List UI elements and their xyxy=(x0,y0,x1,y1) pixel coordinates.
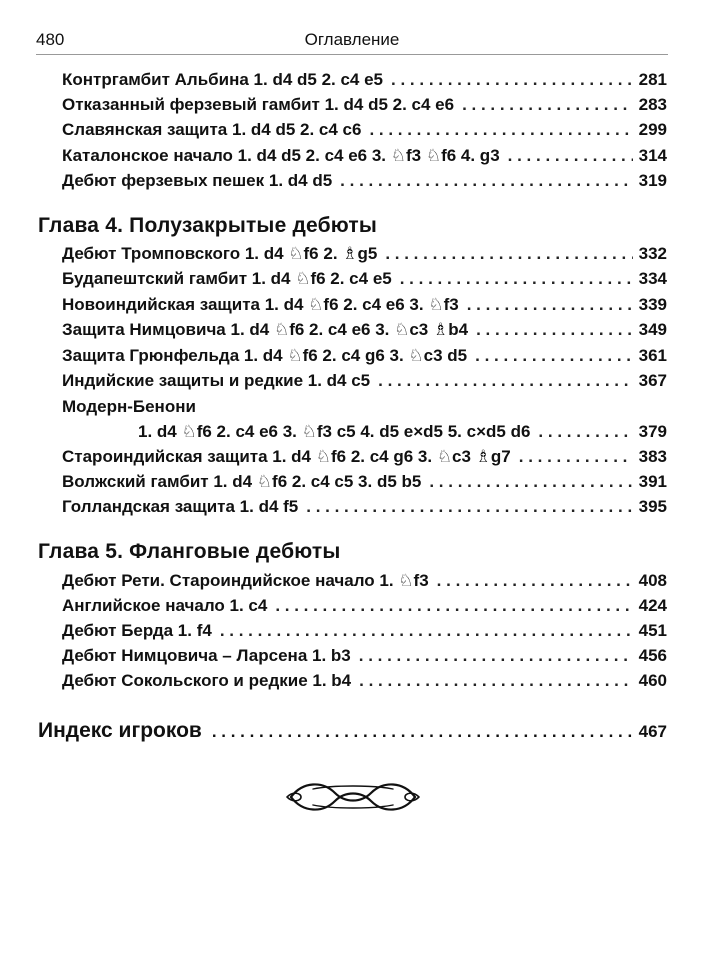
entry-page: 460 xyxy=(638,671,667,690)
dot-leader xyxy=(475,346,632,366)
dot-leader xyxy=(385,244,632,264)
entry-page: 383 xyxy=(638,447,667,466)
entry-title-modern-benoni[interactable]: Модерн-Бенони xyxy=(62,397,196,416)
entry-title: Индийские защиты и редкие 1. d4 c5 xyxy=(62,371,371,390)
toc-entry-player-index[interactable] xyxy=(38,719,667,747)
entry-page: 319 xyxy=(638,171,667,190)
dot-leader xyxy=(359,671,633,691)
dot-leader xyxy=(429,472,632,492)
toc-entry[interactable] xyxy=(62,571,667,595)
entry-title: Индекс игроков xyxy=(38,719,202,742)
entry-page: 408 xyxy=(638,571,667,590)
toc-entry[interactable] xyxy=(62,621,667,645)
entry-page: 339 xyxy=(638,295,667,314)
entry-title: Будапештский гамбит 1. d4 ♘f6 2. c4 e5 xyxy=(62,269,392,288)
toc-entry[interactable] xyxy=(62,671,667,695)
dot-leader xyxy=(369,120,632,140)
entry-title: Голландская защита 1. d4 f5 xyxy=(62,497,299,516)
toc-entry[interactable] xyxy=(62,371,667,395)
dot-leader xyxy=(212,722,633,742)
dot-leader xyxy=(519,447,633,467)
entry-page: 451 xyxy=(638,621,667,640)
entry-page: 467 xyxy=(638,722,667,741)
toc-entry[interactable] xyxy=(62,472,667,496)
entry-title: Контргамбит Альбина 1. d4 d5 2. c4 e5 xyxy=(62,70,384,89)
entry-title: Дебют Нимцовича – Ларсена 1. b3 xyxy=(62,646,351,665)
toc-entry[interactable] xyxy=(62,146,667,170)
dot-leader xyxy=(462,95,633,115)
chapter-heading: Глава 4. Полузакрытые дебюты xyxy=(38,214,378,237)
dot-leader xyxy=(508,146,633,166)
dot-leader xyxy=(437,571,633,591)
dot-leader xyxy=(340,171,632,191)
toc-entry[interactable] xyxy=(62,422,667,446)
toc-entry[interactable] xyxy=(62,70,667,94)
entry-title: Дебют Берда 1. f4 xyxy=(62,621,212,640)
entry-page: 299 xyxy=(638,120,667,139)
toc-entry[interactable] xyxy=(62,244,667,268)
entry-title: Каталонское начало 1. d4 d5 2. c4 e6 3. ♘f3 ♘f6 4. g3 xyxy=(62,146,500,165)
dot-leader xyxy=(391,70,633,90)
entry-page: 314 xyxy=(638,146,667,165)
running-title: Оглавление xyxy=(304,30,400,49)
entry-title: Новоиндийская защита 1. d4 ♘f6 2. c4 e6 3. ♘f3 xyxy=(62,295,459,314)
entry-page: 424 xyxy=(638,596,667,615)
entry-title: Дебют Рети. Староиндийское начало 1. ♘f3 xyxy=(62,571,429,590)
entry-page: 361 xyxy=(638,346,667,365)
entry-title: Защита Нимцовича 1. d4 ♘f6 2. c4 e6 3. ♘c3 ♗b4 xyxy=(62,320,469,339)
toc-entry[interactable] xyxy=(62,95,667,119)
page-number: 480 xyxy=(36,30,65,49)
entry-title: Защита Грюнфельда 1. d4 ♘f6 2. c4 g6 3. ♘c3 d5 xyxy=(62,346,468,365)
dot-leader xyxy=(538,422,632,442)
dot-leader xyxy=(220,621,633,641)
dot-leader xyxy=(467,295,633,315)
dot-leader xyxy=(400,269,633,289)
entry-page: 349 xyxy=(638,320,667,339)
entry-title: Отказанный ферзевый гамбит 1. d4 d5 2. c4 e6 xyxy=(62,95,455,114)
toc-entry[interactable] xyxy=(62,497,667,521)
dot-leader xyxy=(476,320,633,340)
dot-leader xyxy=(306,497,632,517)
toc-entry[interactable] xyxy=(62,346,667,370)
entry-title: Английское начало 1. c4 xyxy=(62,596,268,615)
entry-page: 332 xyxy=(638,244,667,263)
entry-page: 281 xyxy=(638,70,667,89)
entry-title: Славянская защита 1. d4 d5 2. c4 c6 xyxy=(62,120,362,139)
toc-entry[interactable] xyxy=(62,295,667,319)
entry-title: Дебют ферзевых пешек 1. d4 d5 xyxy=(62,171,333,190)
toc-entry[interactable] xyxy=(62,120,667,144)
entry-page: 395 xyxy=(638,497,667,516)
dot-leader xyxy=(378,371,633,391)
ornament-flourish-icon xyxy=(283,775,423,819)
entry-page: 456 xyxy=(638,646,667,665)
page-header xyxy=(36,28,668,55)
entry-page: 391 xyxy=(638,472,667,491)
toc-entry[interactable] xyxy=(62,596,667,620)
dot-leader xyxy=(275,596,632,616)
entry-page: 334 xyxy=(638,269,667,288)
entry-moves: 1. d4 ♘f6 2. c4 e6 3. ♘f3 c5 4. d5 e×d5 5. c×d5 d6 xyxy=(138,422,531,441)
entry-title: Дебют Сокольского и редкие 1. b4 xyxy=(62,671,352,690)
dot-leader xyxy=(359,646,633,666)
entry-page: 283 xyxy=(638,95,667,114)
toc-entry[interactable] xyxy=(62,447,667,471)
entry-title: Волжский гамбит 1. d4 ♘f6 2. c4 c5 3. d5 b5 xyxy=(62,472,422,491)
toc-entry[interactable] xyxy=(62,320,667,344)
entry-title: Дебют Тромповского 1. d4 ♘f6 2. ♗g5 xyxy=(62,244,378,263)
toc-entry[interactable] xyxy=(62,171,667,195)
chapter-heading: Глава 5. Фланговые дебюты xyxy=(38,540,341,563)
toc-entry[interactable] xyxy=(62,646,667,670)
toc-entry[interactable] xyxy=(62,269,667,293)
entry-page: 379 xyxy=(638,422,667,441)
entry-page: 367 xyxy=(638,371,667,390)
entry-title: Староиндийская защита 1. d4 ♘f6 2. c4 g6 3. ♘c3 ♗g7 xyxy=(62,447,511,466)
